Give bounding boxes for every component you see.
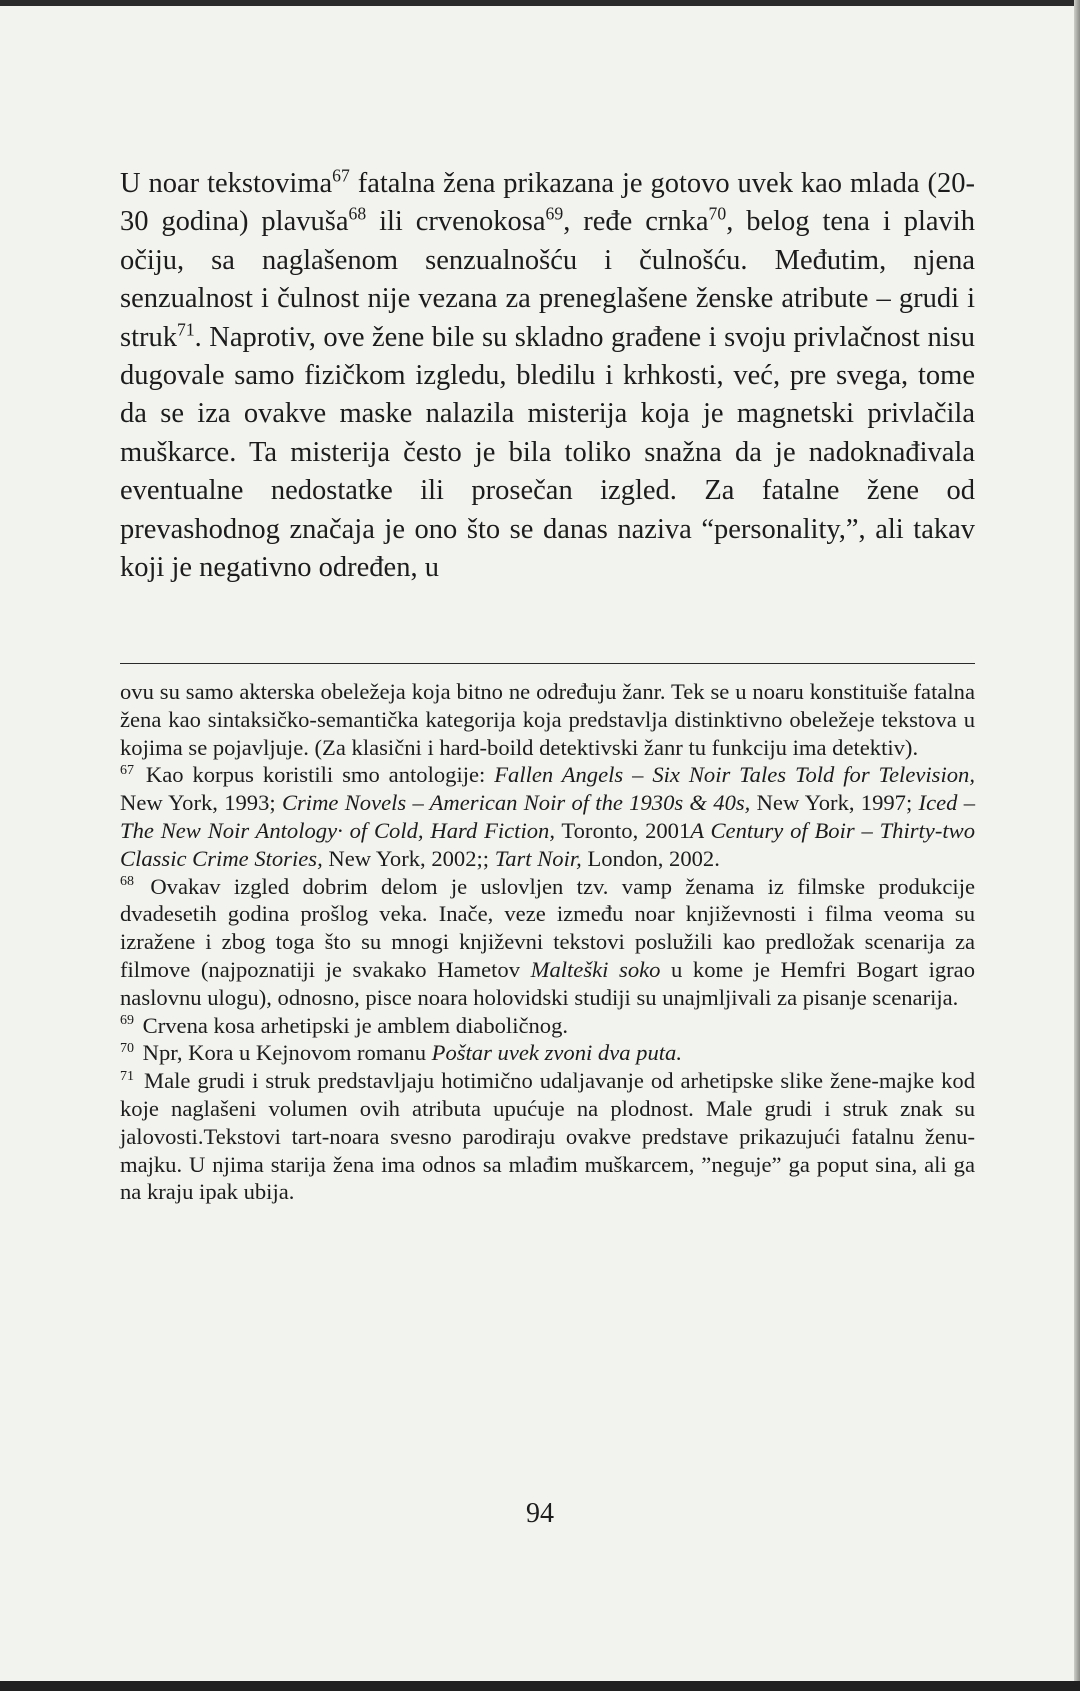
text-run: London, 2002. (581, 845, 720, 871)
italic-title: Malteški soko (530, 956, 661, 982)
italic-title: A Century of Boir – Thirty-two Classic Crime Stories, (120, 817, 975, 871)
text-run: u kome je Hemfri Bogart igrao naslovnu ulogu), odnosno, pisce noara holovidski studiji su unajmljivali za pisanje scenarija. (120, 956, 975, 1010)
footnotes (120, 678, 975, 1206)
italic-title: Iced – The New Noir Antology· of Cold, Hard Fiction, (120, 790, 975, 843)
footnote-number: 71 (120, 1068, 134, 1084)
paragraph-text (120, 165, 975, 587)
footnote-number: 70 (120, 1040, 134, 1056)
italic-title: Fallen Angels – Six Noir Tales Told for Television, (494, 762, 975, 788)
text-run: fatalna žena prikazana je gotovo uvek kao mlada (20-30 godina) plavuša (120, 168, 975, 238)
footnote-reference: 70 (708, 203, 727, 224)
footnote-reference: 71 (177, 319, 195, 340)
footnote (120, 761, 975, 872)
text-run: , belog tena i plavih očiju, sa naglašenom senzualnošću i čulnošću. Međutim, njena senzualnost i čulnost nije vezana za preneglašene ženske atribute – grudi i struk (120, 206, 975, 353)
text-run: New York, 2002;; (322, 845, 495, 871)
footnote-number: 67 (120, 762, 134, 778)
text-run: Toronto, 2001 (554, 817, 691, 843)
text-run: ili crvenokosa (366, 206, 546, 238)
text-run: U noar tekstovima (120, 168, 333, 199)
footnote-separator (120, 663, 975, 664)
text-run: Npr, Kora u Kejnovom romanu (137, 1040, 432, 1066)
book-page (120, 165, 975, 1206)
page-number: 94 (526, 1498, 554, 1529)
text-run: Ovakav izgled dobrim delom je uslovljen tzv. vamp ženama iz filmske produkcije dvadesetih godina prošlog veka. Inače, veze između noar književnosti i filma veoma su izražene i zbog toga što su mnogi književni tekstovi poslužili kao predložak scenarija za filmove (najpoznatiji je svakako Hametov (120, 873, 975, 982)
text-run: Crvena kosa arhetipski je amblem diaboličnog. (137, 1012, 569, 1038)
footnote (120, 873, 975, 1012)
footnote-reference: 68 (348, 203, 367, 224)
scan-top-edge (0, 0, 1080, 6)
scan-right-edge (1074, 0, 1080, 1691)
text-run: ovu su samo akterska obeležeja koja bitno ne određuju žanr. Tek se u noaru konstituiše fatalna žena kao sintaksičko-semantička kategorija koja predstavlja distinktivno obeležeje tekstova u kojima se pojavljuje. (Za klasični i hard-boild detektivski žanr tu funkciju ima detektiv). (120, 679, 975, 760)
italic-title: Crime Novels – American Noir of the 1930s & 40s, (281, 790, 751, 816)
footnote-number: 68 (120, 874, 134, 890)
text-run: New York, 1993; (120, 790, 282, 816)
footnote-reference: 69 (545, 203, 564, 224)
text-run: Male grudi i struk predstavljaju hotimično udaljavanje od arhetipske slike žene-majke kod koje naglašeni volumen ovih atributa upućuje na plodnost. Male grudi i struk znak su jalovosti.Tekstovi tart-noara svesno parodiraju ovakve predstave prikazujući fatalnu ženu-majku. U njima starija žena ima odnos sa mlađim muškarcem, ”neguje” ga poput sina, ali ga na kraju ipak ubija. (120, 1068, 975, 1205)
scan-bottom-edge (0, 1681, 1080, 1691)
text-run: , ređe crnka (563, 206, 709, 238)
footnote-reference: 67 (332, 165, 350, 186)
text-run: . Naprotiv, ove žene bile su skladno građene i svoju privlačnost nisu dugovale samo fizičkom izgledu, bledilu i krhkosti, već, pre svega, tome da se iza ovakve maske nalazila misterija koja je magnetski privlačila muškarce. Ta misterija često je bila toliko snažna da je nadoknađivala eventualne nedostatke ili prosečan izgled. Za fatalne žene od prevashodnog značaja je ono što se danas naziva “personality,”, ali takav koji je negativno određen, u (120, 321, 975, 584)
text-run: New York, 1997; (750, 790, 919, 816)
italic-title: Poštar uvek zvoni dva puta. (431, 1040, 683, 1066)
footnote (120, 678, 975, 761)
italic-title: Tart Noir, (494, 845, 582, 871)
footnote (120, 1067, 975, 1206)
footnote-number: 69 (120, 1013, 134, 1029)
text-run: Kao korpus koristili smo antologije: (137, 762, 495, 788)
footnote (120, 1012, 975, 1040)
footnote (120, 1039, 975, 1067)
main-paragraph (120, 165, 975, 663)
